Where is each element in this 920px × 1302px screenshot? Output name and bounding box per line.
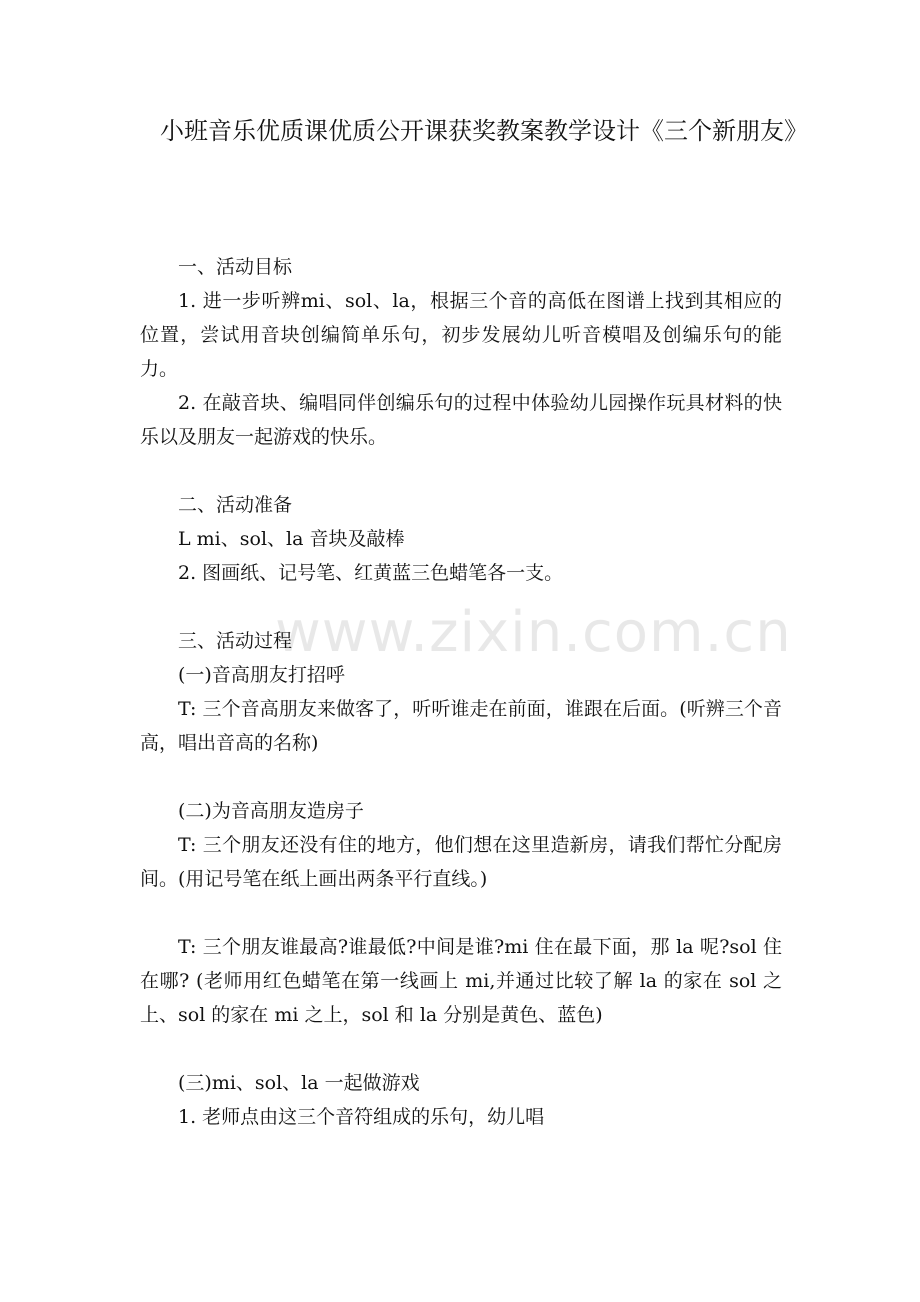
process-step-2-heading: (二)为音高朋友造房子 — [178, 800, 364, 822]
preparation-item-1: L mi、sol、la 音块及敲棒 — [178, 528, 405, 550]
goal-item-1: 1. 进一步听辨mi、sol、la，根据三个音的高低在图谱上找到其相应的位置，尝试用音块创编简单乐句，初步发展幼儿听音模唱及创编乐句的能力。 — [140, 290, 782, 380]
goal-item-2: 2. 在敲音块、编唱同伴创编乐句的过程中体验幼儿园操作玩具材料的快乐以及朋友一起游戏的快乐。 — [140, 392, 782, 448]
section-heading-goals: 一、活动目标 — [178, 256, 293, 278]
spacer — [140, 1032, 782, 1066]
section-heading-preparation: 二、活动准备 — [178, 494, 293, 516]
spacer — [140, 896, 782, 930]
section-heading-process: 三、活动过程 — [178, 630, 293, 652]
spacer — [140, 454, 782, 488]
document-title: 小班音乐优质课优质公开课获奖教案教学设计《三个新朋友》 — [160, 117, 808, 145]
process-step-3-text-1: 1. 老师点由这三个音符组成的乐句，幼儿唱 — [178, 1106, 545, 1128]
spacer — [140, 590, 782, 624]
process-step-1-heading: (一)音高朋友打招呼 — [178, 664, 345, 686]
process-step-2-text-1: T: 三个朋友还没有住的地方，他们想在这里造新房，请我们帮忙分配房间。(用记号笔在纸上画出两条平行直线。) — [140, 834, 782, 890]
spacer — [140, 760, 782, 794]
watermark: www.zixin.com.cn — [275, 600, 792, 665]
process-step-3-heading: (三)mi、sol、la 一起做游戏 — [178, 1072, 420, 1094]
document-body — [140, 250, 782, 1134]
process-step-1-text: T: 三个音高朋友来做客了，听听谁走在前面，谁跟在后面。(听辨三个音高，唱出音高的名称) — [140, 698, 782, 754]
preparation-item-2: 2. 图画纸、记号笔、红黄蓝三色蜡笔各一支。 — [178, 562, 564, 584]
process-step-2-text-2: T: 三个朋友谁最高?谁最低?中间是谁?mi 住在最下面，那 la 呢?sol 住在哪? (老师用红色蜡笔在第一线画上 mi,并通过比较了解 la 的家在 sol 之上、sol 的家在 mi 之上，sol 和 la 分别是黄色、蓝色) — [140, 936, 782, 1026]
